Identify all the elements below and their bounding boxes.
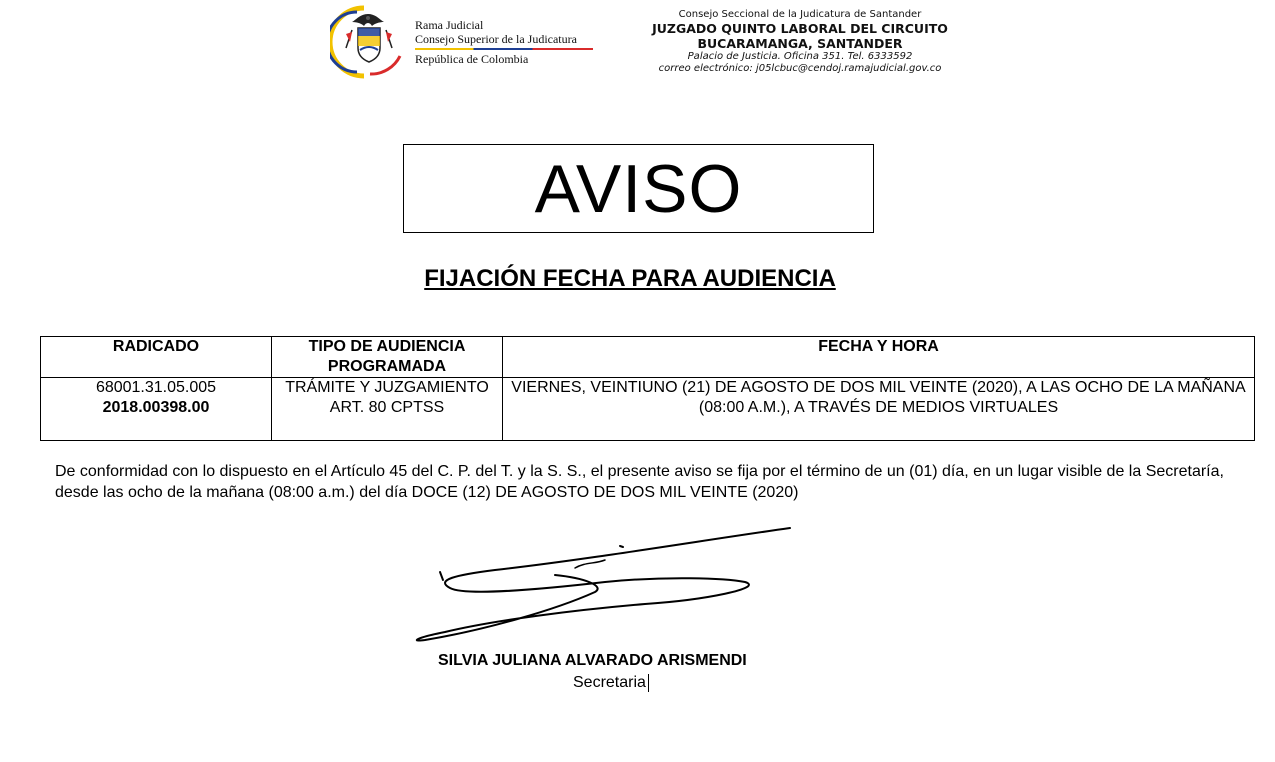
hearing-table <box>40 336 1255 441</box>
table-header-row <box>41 337 1255 378</box>
court-email: correo electrónico: j05lcbuc@cendoj.ramajudicial.gov.co <box>658 63 942 74</box>
logo-line-consejo: Consejo Superior de la Judicatura <box>415 32 577 46</box>
court-address: Palacio de Justicia. Oficina 351. Tel. 6333592 <box>687 51 913 62</box>
cell-tipo-audiencia: TRÁMITE Y JUZGAMIENTO ART. 80 CPTSS <box>272 378 503 441</box>
notice-paragraph: De conformidad con lo dispuesto en el Artículo 45 del C. P. del T. y la S. S., el presente aviso se fija por el término de un (01) día, en un lugar visible de la Secretaría, desde las ocho de la mañana (08:00 a.m.) del día DOCE (12) DE AGOSTO DE DOS MIL VEINTE (2020) <box>55 463 1224 501</box>
logo-line-republica: República de Colombia <box>415 52 529 66</box>
court-name: JUZGADO QUINTO LABORAL DEL CIRCUITO <box>652 21 948 36</box>
header-tipo-audiencia: TIPO DE AUDIENCIA PROGRAMADA <box>272 337 503 378</box>
document-subtitle: FIJACIÓN FECHA PARA AUDIENCIA <box>424 265 836 292</box>
table-row <box>41 378 1255 441</box>
header-fecha-hora: FECHA Y HORA <box>503 337 1255 378</box>
header-radicado: RADICADO <box>41 337 272 378</box>
judicial-logo <box>330 4 600 80</box>
logo-text <box>415 18 593 66</box>
court-header <box>640 9 960 75</box>
signer-name: SILVIA JULIANA ALVARADO ARISMENDI <box>438 652 747 669</box>
signer-role: Secretaria <box>573 674 649 692</box>
aviso-title: AVISO <box>403 144 874 233</box>
radicado-number: 2018.00398.00 <box>102 399 210 416</box>
radicado-code: 68001.31.05.005 <box>95 379 217 396</box>
court-council: Consejo Seccional de la Judicatura de Santander <box>678 9 922 20</box>
cell-radicado <box>41 378 272 441</box>
coat-of-arms-icon <box>330 4 408 80</box>
logo-line-rama: Rama Judicial <box>415 18 484 32</box>
tricolor-rule <box>415 48 593 50</box>
court-city: BUCARAMANGA, SANTANDER <box>697 36 903 51</box>
handwritten-signature <box>405 520 805 650</box>
cell-fecha-hora: VIERNES, VEINTIUNO (21) DE AGOSTO DE DOS MIL VEINTE (2020), A LAS OCHO DE LA MAÑANA (08:00 A.M.), A TRAVÉS DE MEDIOS VIRTUALES <box>503 378 1255 441</box>
